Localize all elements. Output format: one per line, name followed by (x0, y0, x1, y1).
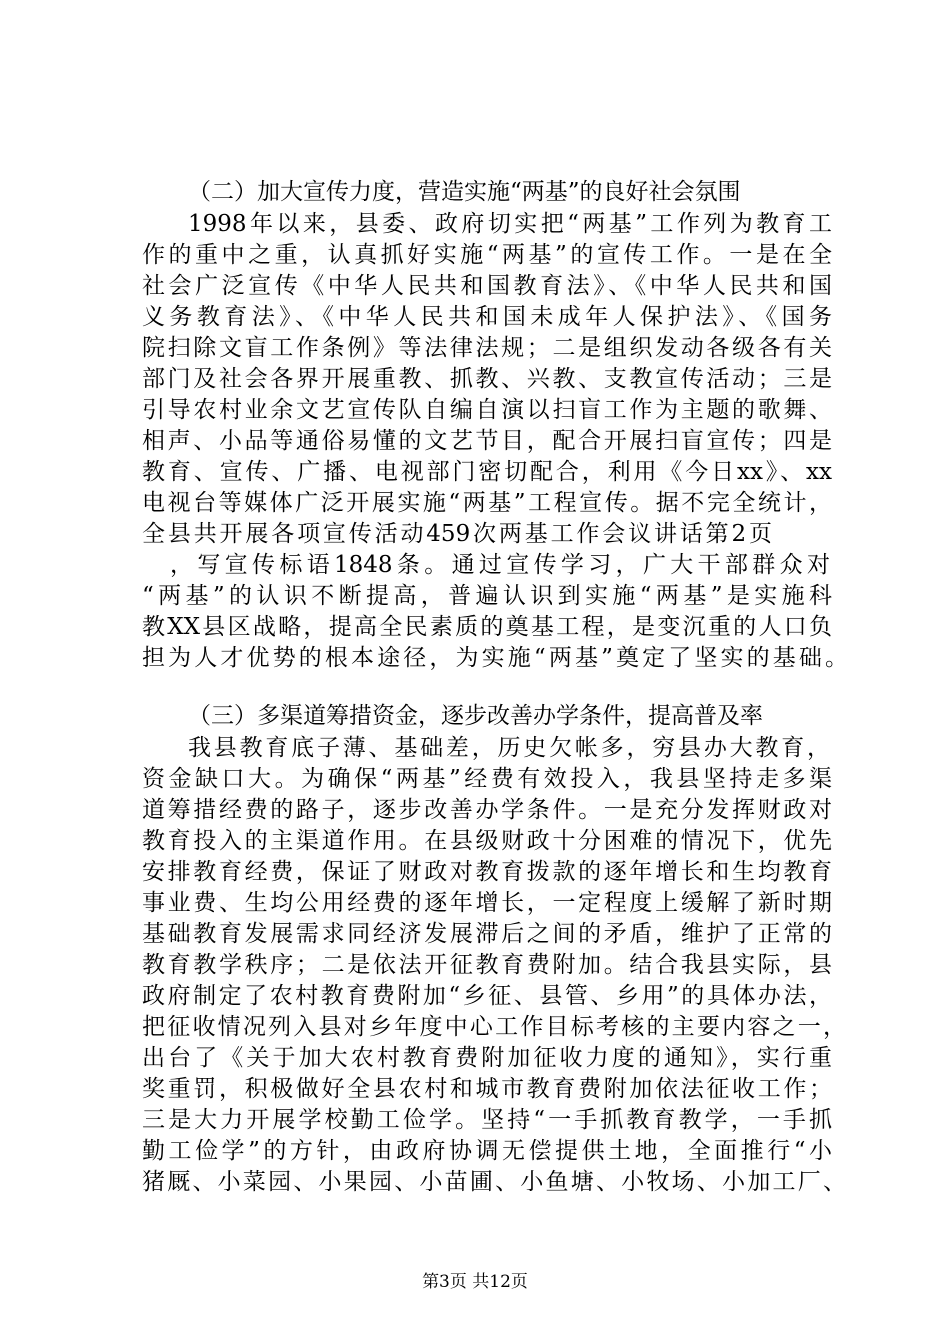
paragraph-line: 基础教育发展需求同经济发展滞后之间的矛盾，维护了正常的 (142, 921, 832, 947)
paragraph-line: “两基”的认识不断提高，普遍认识到实施“两基”是实施科 (142, 583, 832, 609)
paragraph-line: 教育、宣传、广播、电视部门密切配合，利用《今日xx》、xx (142, 459, 832, 485)
paragraph-line: 1998年以来，县委、政府切实把“两基”工作列为教育工 (188, 211, 832, 237)
paragraph-line: 猪厩、小菜园、小果园、小苗圃、小鱼塘、小牧场、小加工厂、 (142, 1169, 846, 1195)
paragraph-line: 义务教育法》、《中华人民共和国未成年人保护法》、《国务 (142, 304, 832, 330)
paragraph-line: 教XX县区战略，提高全民素质的奠基工程，是变沉重的人口负 (142, 614, 832, 640)
page-footer: 第3页 共12页 (422, 1272, 528, 1292)
section-heading-3: （三）多渠道筹措资金，逐步改善办学条件，提高普及率 (188, 703, 763, 729)
paragraph-line: 安排教育经费，保证了财政对教育拨款的逐年增长和生均教育 (142, 859, 832, 885)
paragraph-line: 作的重中之重，认真抓好实施“两基”的宣传工作。一是在全 (142, 242, 832, 268)
paragraph-line: 院扫除文盲工作条例》等法律法规；二是组织发动各级各有关 (142, 335, 832, 361)
paragraph-line: 部门及社会各界开展重教、抓教、兴教、支教宣传活动；三是 (142, 366, 832, 392)
paragraph-line: 引导农村业余文艺宣传队自编自演以扫盲工作为主题的歌舞、 (142, 397, 832, 423)
paragraph-line: 社会广泛宣传《中华人民共和国教育法》、《中华人民共和国 (142, 273, 832, 299)
paragraph-line: 政府制定了农村教育费附加“乡征、县管、乡用”的具体办法， (142, 983, 832, 1009)
paragraph-line: 教育教学秩序；二是依法开征教育费附加。结合我县实际，县 (142, 952, 832, 978)
paragraph-line: 勤工俭学”的方针，由政府协调无偿提供土地，全面推行“小 (142, 1138, 832, 1164)
paragraph-line: 把征收情况列入县对乡年度中心工作目标考核的主要内容之一， (142, 1014, 846, 1040)
paragraph-line: 资金缺口大。为确保“两基”经费有效投入，我县坚持走多渠 (142, 766, 832, 792)
paragraph-line: 相声、小品等通俗易懂的文艺节目，配合开展扫盲宣传；四是 (142, 428, 832, 454)
paragraph-line: 三是大力开展学校勤工俭学。坚持“一手抓教育教学，一手抓 (142, 1107, 832, 1133)
section-heading-2: （二）加大宣传力度，营造实施“两基”的良好社会氛围 (188, 179, 741, 205)
paragraph-line: 出台了《关于加大农村教育费附加征收力度的通知》，实行重 (142, 1045, 832, 1071)
paragraph-line: 教育投入的主渠道作用。在县级财政十分困难的情况下，优先 (142, 828, 832, 854)
paragraph-line: 我县教育底子薄、基础差，历史欠帐多，穷县办大教育， (188, 735, 830, 761)
paragraph-line: ，写宣传标语1848条。通过宣传学习，广大干部群众对 (170, 552, 830, 578)
paragraph-line: 事业费、生均公用经费的逐年增长，一定程度上缓解了新时期 (142, 890, 832, 916)
paragraph-line: 担为人才优势的根本途径，为实施“两基”奠定了坚实的基础。 (142, 645, 848, 671)
paragraph-line: 电视台等媒体广泛开展实施“两基”工程宣传。据不完全统计， (142, 490, 832, 516)
paragraph-line: 全县共开展各项宣传活动459次两基工作会议讲话第2页 (142, 521, 772, 547)
paragraph-line: 奖重罚，积极做好全县农村和城市教育费附加依法征收工作； (142, 1076, 832, 1102)
paragraph-line: 道筹措经费的路子，逐步改善办学条件。一是充分发挥财政对 (142, 797, 832, 823)
